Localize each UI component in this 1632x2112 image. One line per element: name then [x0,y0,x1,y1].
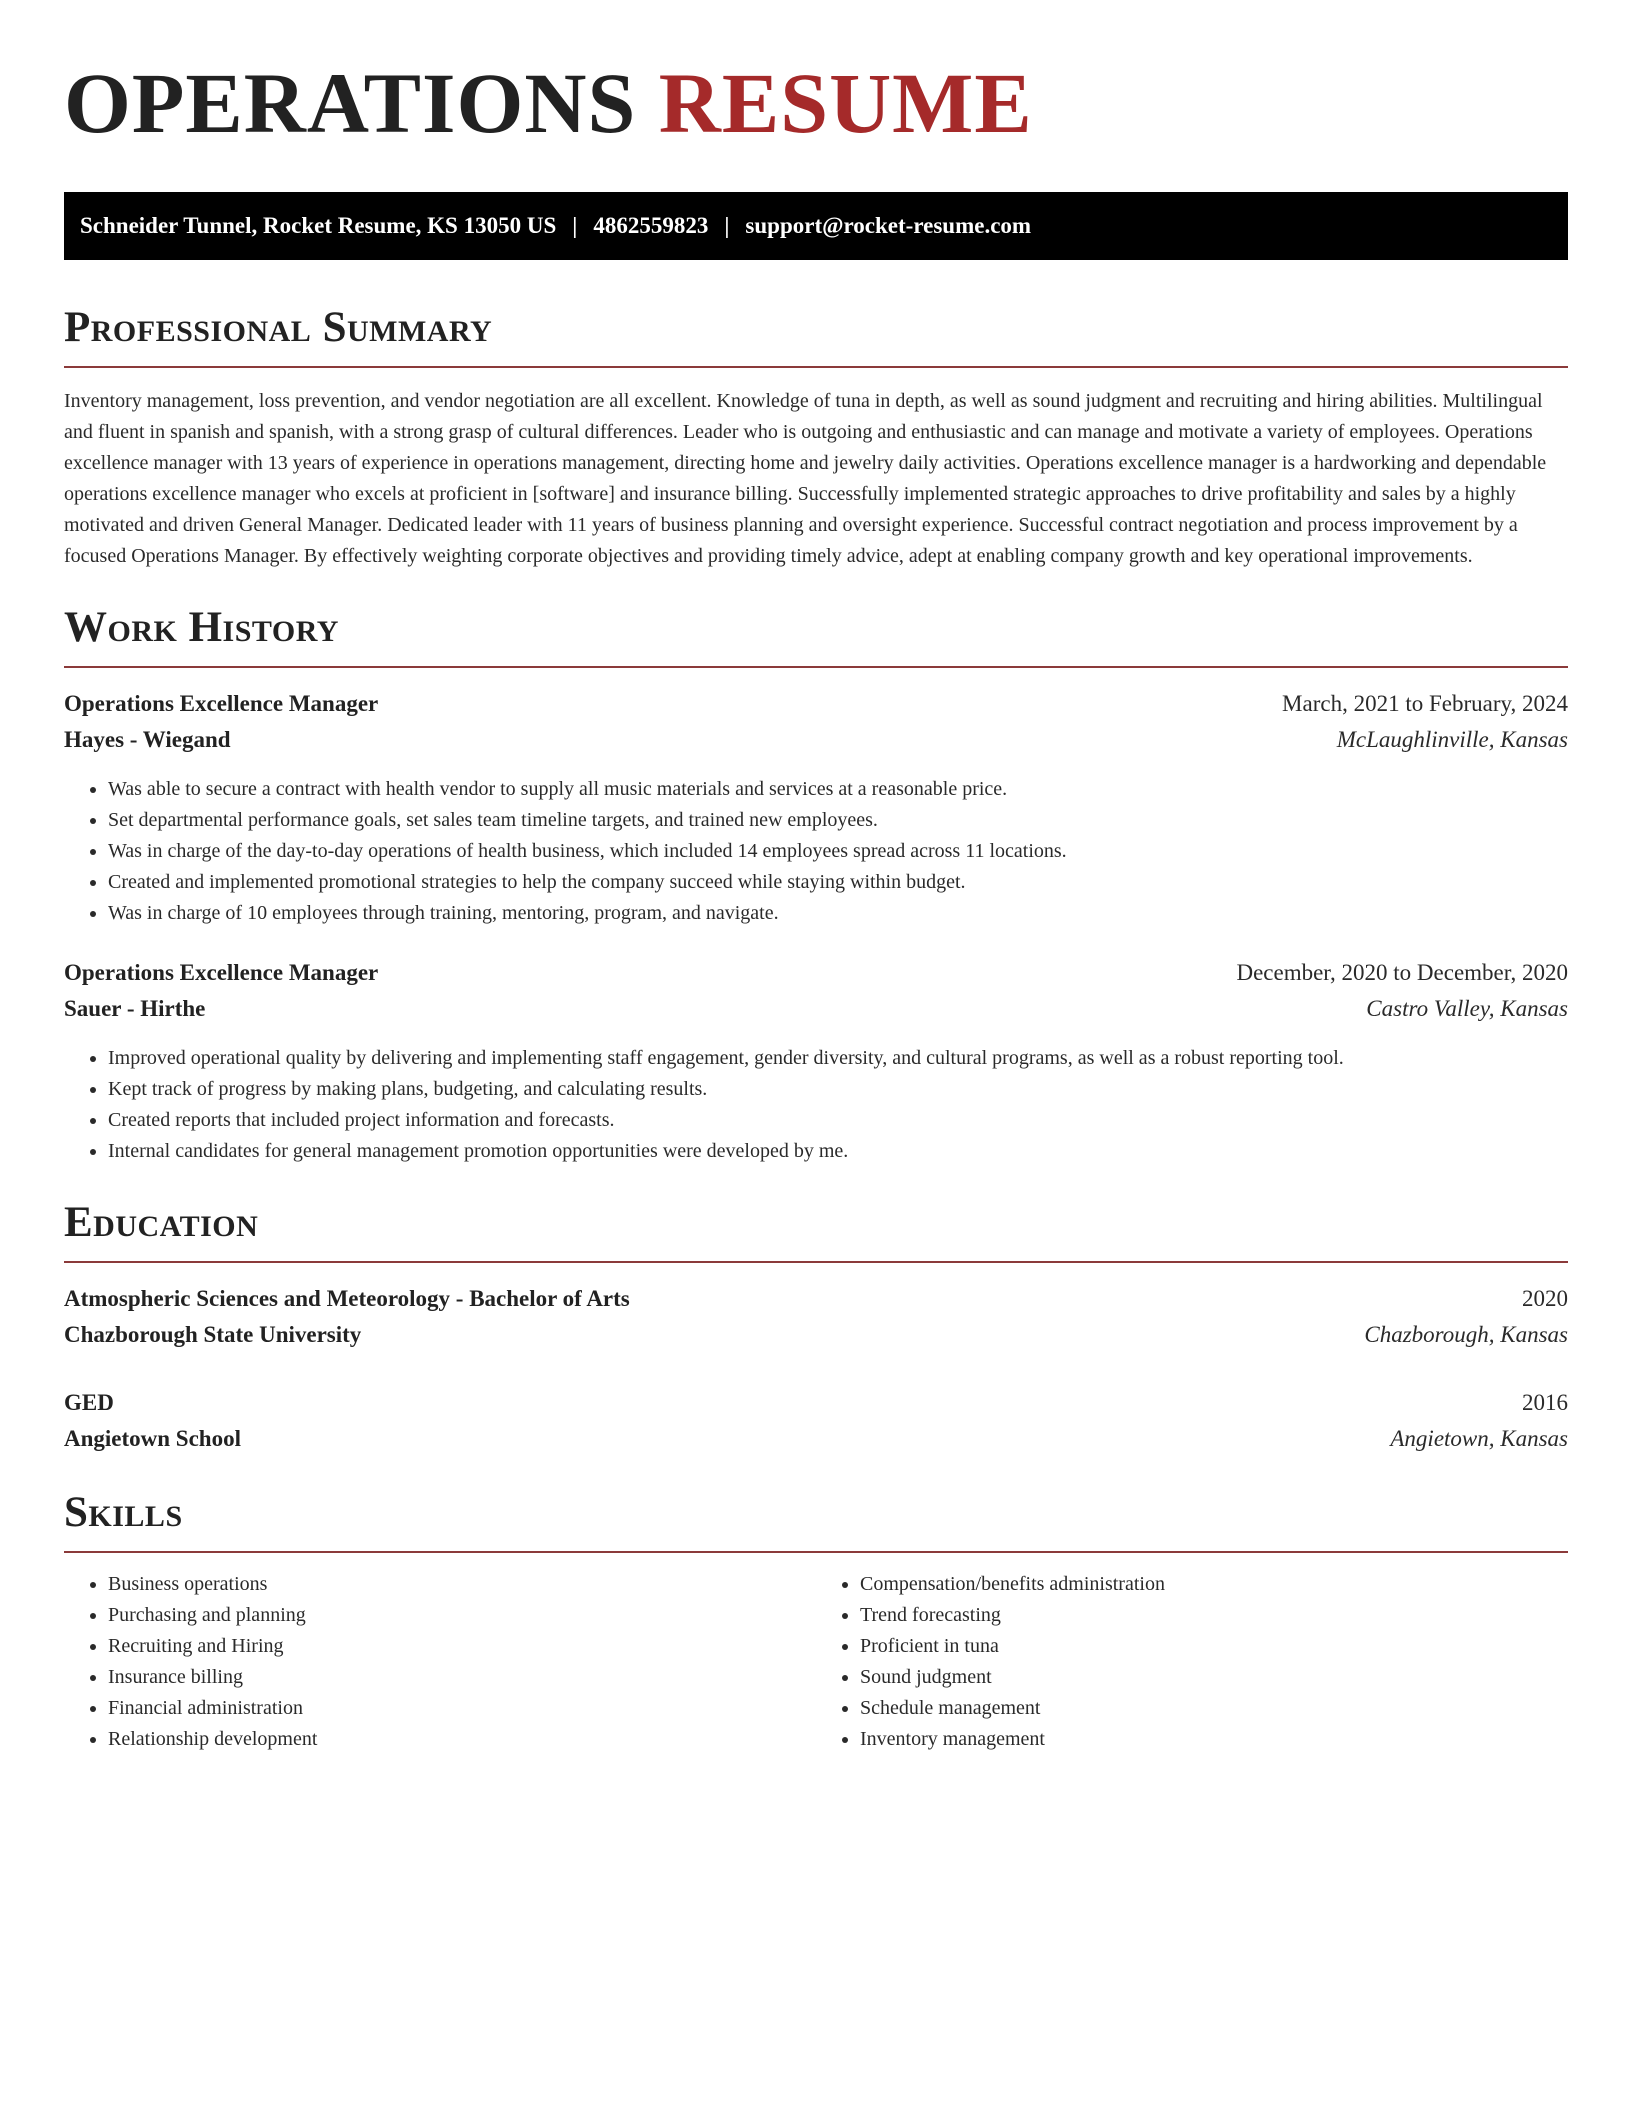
resume-title [64,55,1568,151]
job-bullet: • Kept track of progress by making plans, budgeting, and calculating results. [108,1074,1568,1105]
education-degree: GED [64,1390,114,1415]
education-degree-row [64,1281,1568,1317]
skill-item: • Trend forecasting [860,1600,1568,1631]
job-header-row [64,955,1568,991]
skill-item: • Financial administration [108,1693,816,1724]
summary-heading: Professional Summary [64,304,493,351]
work-history-heading: Work History [64,604,339,651]
education-section [64,1199,1568,1457]
skills-list-left [64,1569,816,1755]
education-heading: Education [64,1199,259,1246]
education-school-row [64,1317,1568,1353]
job-bullet: • Was in charge of 10 employees through training, mentoring, program, and navigate. [108,898,1568,929]
section-divider [64,666,1568,668]
skill-item: • Compensation/benefits administration [860,1569,1568,1600]
education-location: Chazborough, Kansas [1364,1322,1568,1347]
skill-item: • Relationship development [108,1724,816,1755]
job-company-row [64,722,1568,758]
education-degree-row [64,1385,1568,1421]
job-bullet: • Improved operational quality by delivering and implementing staff engagement, gender diversity, and cultural programs, as well as a robust reporting tool. [108,1043,1568,1074]
job-bullet: • Set departmental performance goals, set sales team timeline targets, and trained new employees. [108,805,1568,836]
skill-item: • Insurance billing [108,1662,816,1693]
section-divider [64,1551,1568,1553]
contact-separator: | [724,213,730,238]
title-word-resume: RESUME [658,55,1033,151]
skills-list-right [816,1569,1568,1755]
skill-item: • Schedule management [860,1693,1568,1724]
skill-item: • Business operations [108,1569,816,1600]
contact-email: support@rocket-resume.com [745,213,1032,238]
job-bullet: • Was able to secure a contract with health vendor to supply all music materials and services at a reasonable price. [108,774,1568,805]
job-location: Castro Valley, Kansas [1366,996,1568,1021]
education-year: 2016 [1522,1390,1568,1415]
job-title: Operations Excellence Manager [64,960,379,985]
contact-separator: | [572,213,578,238]
skills-section [64,1489,1568,1755]
job-location: McLaughlinville, Kansas [1336,727,1568,752]
job-bullet: • Internal candidates for general management promotion opportunities were developed by me. [108,1136,1568,1167]
education-degree: Atmospheric Sciences and Meteorology - Bachelor of Arts [64,1286,630,1311]
job-header-row [64,686,1568,722]
job-bullet: • Was in charge of the day-to-day operations of health business, which included 14 employees spread across 11 locations. [108,836,1568,867]
job-entry [64,955,1568,1167]
education-location: Angietown, Kansas [1390,1426,1568,1451]
title-word-operations: OPERATIONS [64,55,637,151]
education-school-row [64,1421,1568,1457]
contact-address: Schneider Tunnel, Rocket Resume, KS 13050 US [80,213,557,238]
skill-item: • Inventory management [860,1724,1568,1755]
contact-phone: 4862559823 [593,213,709,238]
job-dates: March, 2021 to February, 2024 [1282,691,1568,716]
work-history-section [64,604,1568,1167]
job-company-row [64,991,1568,1027]
skill-item: • Sound judgment [860,1662,1568,1693]
skill-item: • Recruiting and Hiring [108,1631,816,1662]
skills-grid [64,1569,1568,1755]
job-bullet: • Created and implemented promotional strategies to help the company succeed while staying within budget. [108,867,1568,898]
education-school: Angietown School [64,1426,241,1451]
skill-item: • Purchasing and planning [108,1600,816,1631]
job-title: Operations Excellence Manager [64,691,379,716]
job-bullets [64,774,1568,929]
education-entry [64,1385,1568,1457]
job-dates: December, 2020 to December, 2020 [1236,960,1568,985]
job-company: Sauer - Hirthe [64,996,206,1021]
job-bullets [64,1043,1568,1167]
education-year: 2020 [1522,1286,1568,1311]
section-divider [64,366,1568,368]
education-school: Chazborough State University [64,1322,362,1347]
contact-bar [64,192,1568,260]
summary-section [64,304,1568,572]
skills-heading: Skills [64,1489,183,1536]
skill-item: • Proficient in tuna [860,1631,1568,1662]
job-company: Hayes - Wiegand [64,727,231,752]
education-entry [64,1281,1568,1353]
summary-text: Inventory management, loss prevention, and vendor negotiation are all excellent. Knowledge of tuna in depth, as well as sound judgment and recruiting and hiring abilities. Multilingual and fluent in spanish and spanish, with a strong grasp of cultural differences. Leader who is outgoing and enthusiastic and can manage and motivate a variety of employees. Operations excellence manager with 13 years of experience in operations management, directing home and jewelry daily activities. Operations excellence manager is a hardworking and dependable operations excellence manager who excels at proficient in [software] and insurance billing. Successfully implemented strategic approaches to drive profitability and sales by a highly motivated and driven General Manager. Dedicated leader with 11 years of business planning and oversight experience. Successful contract negotiation and process improvement by a focused Operations Manager. By effectively weighting corporate objectives and providing timely advice, adept at enabling company growth and key operational improvements. [64,390,1547,567]
job-bullet: • Created reports that included project information and forecasts. [108,1105,1568,1136]
job-entry [64,686,1568,929]
section-divider [64,1261,1568,1263]
